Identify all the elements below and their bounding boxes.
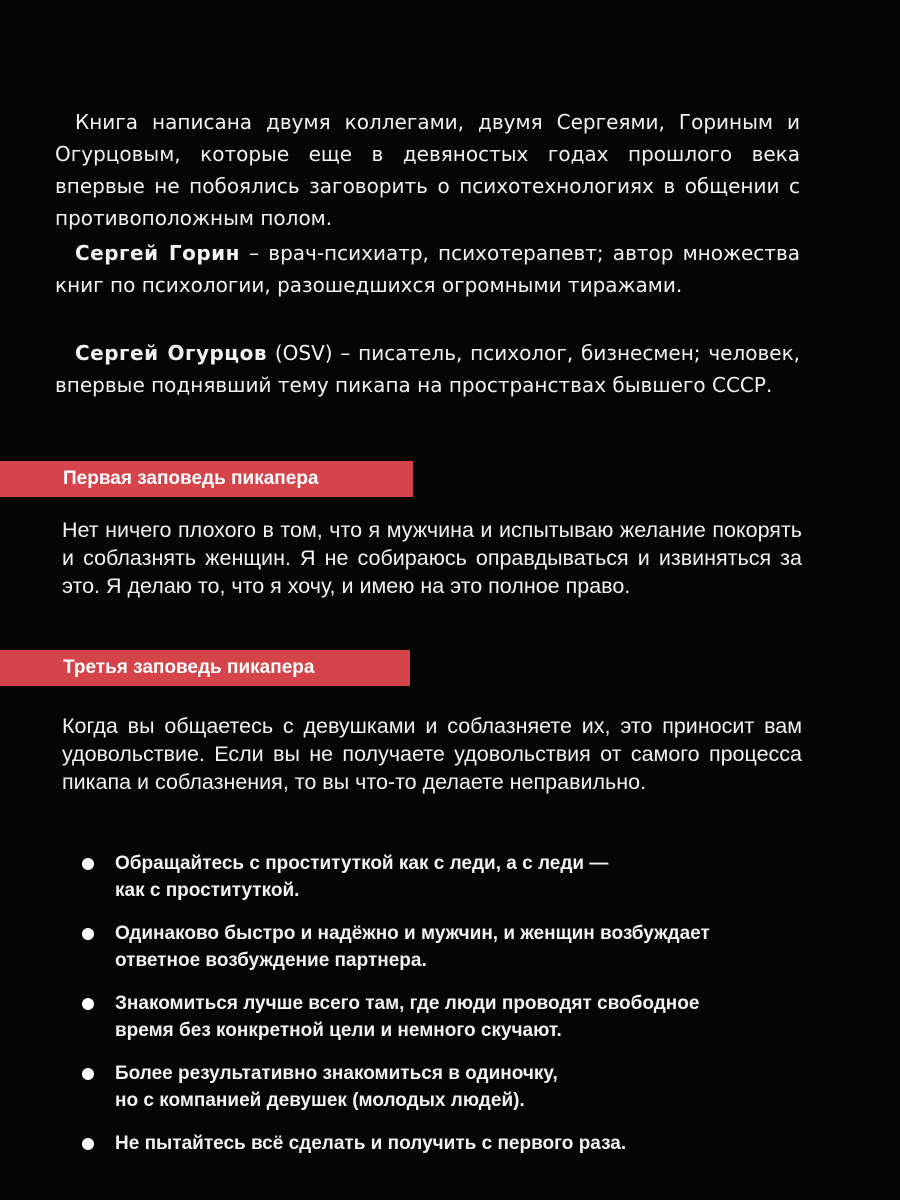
intro-text: Книга написана двумя коллегами, двумя Сергеями, Гориным и Огурцовым, которые еще в девяностых годах прошлого века впервые не побоялись заговорить о психотехнологиях в общении с противоположным полом. (55, 110, 800, 230)
first-commandment-text: Нет ничего плохого в том, что я мужчина и испытываю желание покорять и соблазнять женщин. Я не собираюсь оправдываться и извиняться за это. Я делаю то, что я хочу, и имею на это полное право. (62, 518, 802, 598)
author-ogurtsov-paragraph (55, 337, 800, 401)
list-item-text: Обращайтесь с проституткой как с леди, а с леди — как с проституткой. (115, 853, 609, 901)
list-item (82, 1060, 812, 1114)
bullet-dot-icon (82, 858, 94, 870)
list-item-text: Более результативно знакомиться в одиночку, но с компанией девушек (молодых людей). (115, 1063, 558, 1111)
tips-list (82, 850, 812, 1173)
list-item (82, 990, 812, 1044)
list-item (82, 920, 812, 974)
author-gorin-name: Сергей Горин (75, 241, 240, 265)
author-ogurtsov-name: Сергей Огурцов (75, 341, 268, 365)
bullet-dot-icon (82, 1068, 94, 1080)
list-item (82, 1130, 812, 1157)
intro-paragraph (55, 106, 800, 234)
third-commandment-text: Когда вы общаетесь с девушками и соблазняете их, это приносит вам удовольствие. Если вы не получаете удовольствия от самого процесса пикапа и соблазнения, то вы что-то делаете неправильно. (62, 714, 802, 794)
author-ogurtsov-description: (OSV) – писатель, психолог, бизнесмен; человек, впервые поднявший тему пикапа на пространствах бывшего СССР. (55, 341, 801, 397)
list-item (82, 850, 812, 904)
author-gorin-paragraph (55, 237, 800, 301)
third-commandment-banner: Третья заповедь пикапера (0, 650, 410, 686)
bullet-dot-icon (82, 998, 94, 1010)
author-gorin-description: – врач-психиатр, психотерапевт; автор множества книг по психологии, разошедшихся огромными тиражами. (55, 241, 800, 297)
first-commandment-banner: Первая заповедь пикапера (0, 461, 413, 497)
bullet-dot-icon (82, 1138, 94, 1150)
list-item-text: Знакомиться лучше всего там, где люди проводят свободное время без конкретной цели и немного скучают. (115, 993, 700, 1041)
list-item-text: Не пытайтесь всё сделать и получить с первого раза. (115, 1133, 627, 1154)
bullet-dot-icon (82, 928, 94, 940)
list-item-text: Одинаково быстро и надёжно и мужчин, и женщин возбуждает ответное возбуждение партнера. (115, 923, 710, 971)
